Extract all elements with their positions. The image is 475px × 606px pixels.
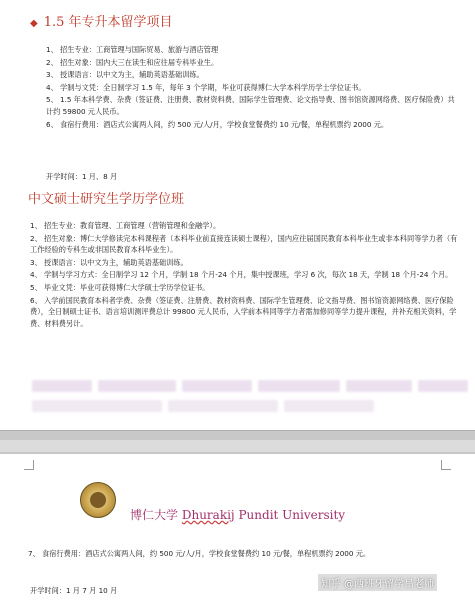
university-seal-icon [80,482,116,518]
blurred-text-row [32,400,468,412]
section-title-bachelor: ◆ 1.5 年专升本留学项目 [30,15,173,30]
blurred-text-row [32,380,468,392]
list-item: 4、 学制与学习方式：全日制学习 12 个月，学制 18 个月-24 个月，集中授课班，学习 6 次，每次 18 天，学制 18 个月-24 个月。 [30,270,453,280]
university-name: 博仁大学 Dhurakij Pundit University [130,508,346,522]
university-name-en-underlined: Dhurakij [181,508,235,522]
section-title-master: 中文硕士研究生学历学位班 [28,192,185,207]
list-item: 5、 毕业文凭：毕业可获得博仁大学硕士学历学位证书。 [30,282,210,292]
start-time-bachelor: 开学时间：1 月、8 月 [46,172,118,181]
master-details-list [30,220,462,330]
list-item: 5、 1.5 年本科学费、杂费（签证费、注册费、教材资料费、国际学生管理费、论文指导费、图书馆资源网络费、医疗保险费）共计约 59800 元人民币。 [46,95,455,116]
page-separator-shadow [0,440,475,452]
list-item: 1、 招生专业：教育管理、工商管理（营销管理和金融学）。 [30,221,221,230]
start-time-page2: 开学时间：1 月 7 月 10 月 [30,586,118,595]
list-item: 3、 授课语言：以中文为主，辅助英语基础训练。 [30,257,188,267]
bachelor-details-list [46,44,461,131]
diamond-icon: ◆ [30,18,38,29]
page-corner-mark [441,460,451,470]
list-item: 6、 食宿行费用：酒店式公寓两人间，约 500 元/人/月，学校食堂餐费约 10 元/餐，单程机票约 2000 元。 [46,119,389,129]
list-item: 6、 入学前国民教育本科者学费、杂费（签证费、注册费、教材资料费、国际学生管理费、论文指导费、图书馆资源网络费、医疗保险费），全日制硕士证书、语言培训测评费总计 99800 元人民币，入学前本科同等学力者需加修同等学力提升课程，并补充相关资料，学费、材料费另计。 [30,295,457,328]
list-item: 1、 招生专业：工商管理与国际贸易、旅游与酒店管理 [46,45,219,54]
seal-emblem [90,492,106,508]
list-item: 2、 招生对象：博仁大学修读完本科课程者（本科毕业前直接连读硕士课程），国内应往届国民教育本科毕业生或非本科同等学力者（有工作经验的专科生或非国民教育本科毕业生）。 [30,233,458,255]
list-item: 3、 授课语言：以中文为主，辅助英语基础训练。 [46,70,204,80]
watermark-text: 知乎 @西班牙留学吕老师 [318,574,437,591]
page-corner-mark [24,460,34,470]
list-item: 7、 食宿行费用：酒店式公寓两人间，约 500 元/人/月，学校食堂餐费约 10 元/餐，单程机票约 2000 元。 [28,549,371,558]
list-item: 4、 学制与文凭：全日制学习 1.5 年，每年 3 个学期，毕业可获得博仁大学本科学历学士学位证书。 [46,82,366,92]
list-item: 2、 招生对象：国内大三在读生和应往届专科毕业生。 [46,57,219,67]
